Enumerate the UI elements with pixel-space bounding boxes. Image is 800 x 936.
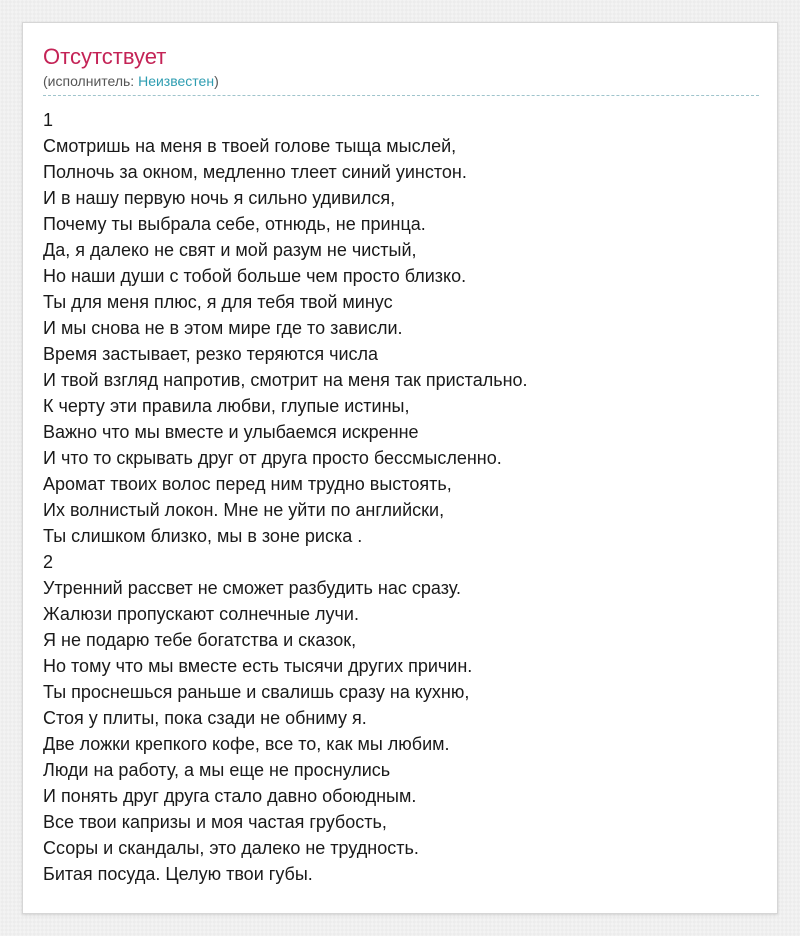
lyric-line: Но тому что мы вместе есть тысячи других причин. (43, 656, 473, 676)
lyrics-text (43, 107, 759, 887)
lyric-line: Время застывает, резко теряются числа (43, 344, 379, 364)
song-title: Отсутствует (43, 44, 167, 69)
lyric-line: И мы снова не в этом мире где то зависли. (43, 318, 403, 338)
lyric-line: Ты проснешься раньше и свалишь сразу на кухню, (43, 682, 470, 702)
lyric-line: И твой взгляд напротив, смотрит на меня так пристально. (43, 370, 528, 390)
lyric-line: Все твои капризы и моя частая грубость, (43, 812, 387, 832)
artist-link[interactable]: Неизвестен (138, 73, 215, 89)
lyric-line: Аромат твоих волос перед ним трудно выстоять, (43, 474, 452, 494)
lyric-line: И в нашу первую ночь я сильно удивился, (43, 188, 396, 208)
artist-line (43, 71, 759, 91)
lyric-line: Да, я далеко не свят и мой разум не чистый, (43, 240, 417, 260)
lyrics-card (22, 22, 778, 914)
lyric-line: Ты для меня плюс, я для тебя твой минус (43, 292, 393, 312)
lyric-line: Полночь за окном, медленно тлеет синий уинстон. (43, 162, 467, 182)
song-header (43, 43, 759, 96)
lyric-line: Ссоры и скандалы, это далеко не трудность. (43, 838, 419, 858)
artist-prefix: (исполнитель: (43, 73, 139, 89)
lyric-line: Я не подарю тебе богатства и сказок, (43, 630, 357, 650)
lyric-line: 1 (43, 110, 54, 130)
lyric-line: Люди на работу, а мы еще не проснулись (43, 760, 391, 780)
lyric-line: 2 (43, 552, 54, 572)
lyric-line: Важно что мы вместе и улыбаемся искренне (43, 422, 419, 442)
lyric-line: Ты слишком близко, мы в зоне риска . (43, 526, 363, 546)
lyric-line: И понять друг друга стало давно обоюдным. (43, 786, 417, 806)
lyric-line: Почему ты выбрала себе, отнюдь, не принца. (43, 214, 426, 234)
lyric-line: Жалюзи пропускают солнечные лучи. (43, 604, 359, 624)
lyric-line: Битая посуда. Целую твои губы. (43, 864, 313, 884)
lyric-line: К черту эти правила любви, глупые истины, (43, 396, 410, 416)
lyric-line: Но наши души с тобой больше чем просто близко. (43, 266, 467, 286)
lyric-line: Смотришь на меня в твоей голове тыща мыслей, (43, 136, 457, 156)
lyric-line: Стоя у плиты, пока сзади не обниму я. (43, 708, 367, 728)
lyric-line: И что то скрывать друг от друга просто бессмысленно. (43, 448, 502, 468)
artist-suffix: ) (214, 73, 219, 89)
lyric-line: Утренний рассвет не сможет разбудить нас сразу. (43, 578, 461, 598)
lyric-line: Их волнистый локон. Мне не уйти по английски, (43, 500, 445, 520)
lyric-line: Две ложки крепкого кофе, все то, как мы любим. (43, 734, 450, 754)
